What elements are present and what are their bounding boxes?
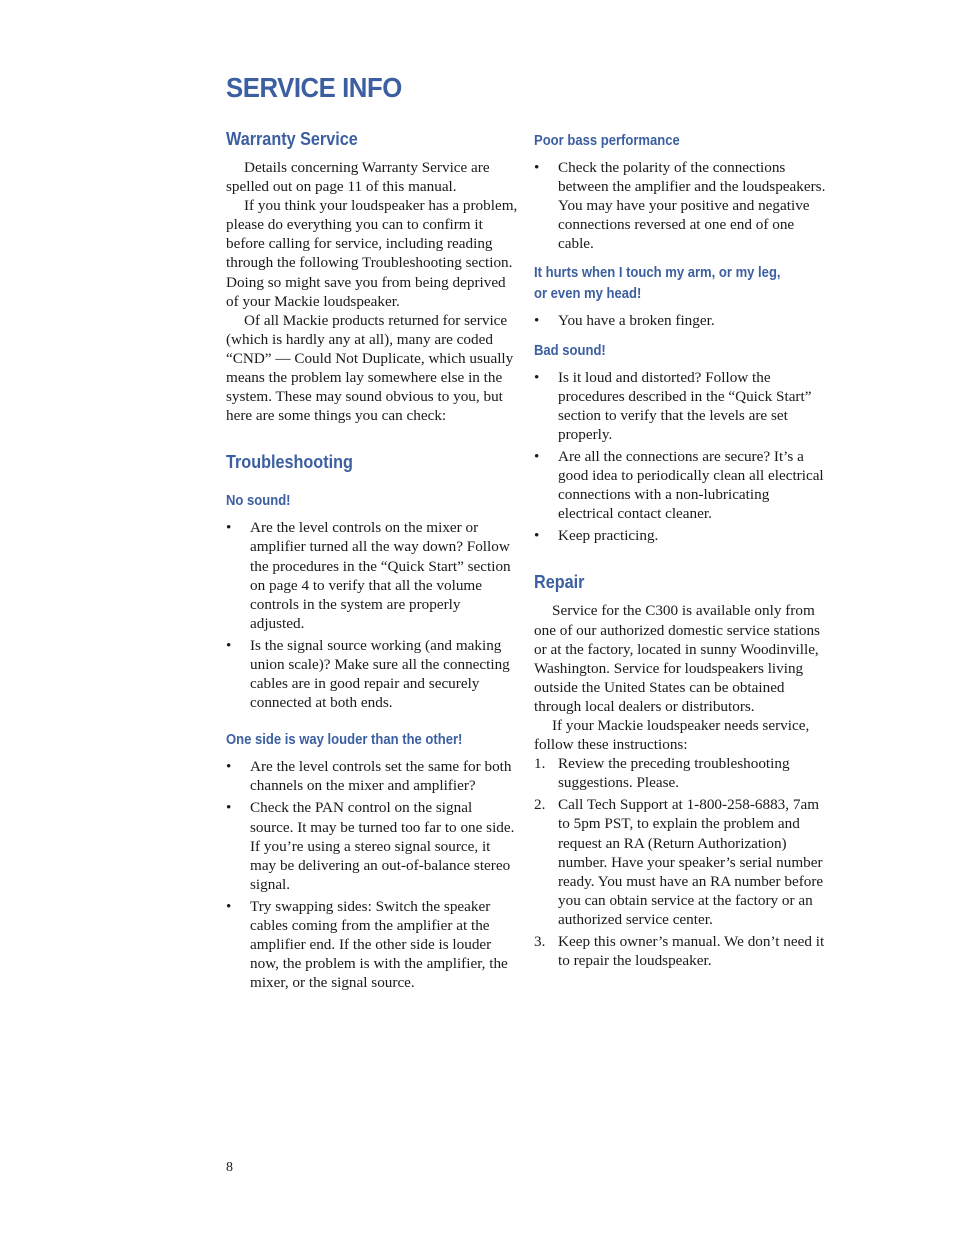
list-item xyxy=(534,526,826,545)
warranty-paragraph: Details concerning Warranty Service are spelled out on page 11 of this manual. xyxy=(226,159,490,196)
bad-sound-list xyxy=(534,368,826,546)
warranty-paragraph: If you think your loudspeaker has a problem, please do everything you can to confirm it before calling for service, including reading through the following Troubleshooting section. Doing so might save you from being deprived of your Mackie loudspeaker. xyxy=(226,197,518,310)
warranty-service-heading: Warranty Service xyxy=(226,129,358,149)
bullet-marker: • xyxy=(226,758,232,776)
poor-bass-list xyxy=(534,158,826,253)
it-hurts-heading-line2: or even my head! xyxy=(534,286,642,303)
bullet-marker: • xyxy=(534,527,540,545)
list-item xyxy=(226,897,518,992)
poor-bass-heading: Poor bass performance xyxy=(534,133,680,149)
list-item xyxy=(534,311,826,330)
bullet-marker: • xyxy=(534,312,540,330)
list-item-text: Is the signal source working (and making union scale)? Make sure all the connecting cables are in good repair and securely connected at both ends. xyxy=(250,636,510,712)
no-sound-list xyxy=(226,518,518,712)
step-text: Call Tech Support at 1-800-258-6883, 7am to 5pm PST, to explain the problem and request an RA (Return Authorization) number. Have your speaker’s serial number ready. You must have an RA number before you can obtain service at the factory or an authorized service center. xyxy=(558,796,824,928)
list-item-text: Is it loud and distorted? Follow the procedures described in the “Quick Start” section to verify that the levels are set properly. xyxy=(558,368,812,443)
list-item-text: You have a broken finger. xyxy=(558,312,715,330)
list-item-text: Are the level controls set the same for both channels on the mixer and amplifier? xyxy=(250,758,512,795)
troubleshooting-heading: Troubleshooting xyxy=(226,452,353,473)
page-title: SERVICE INFO xyxy=(226,72,402,103)
bad-sound-heading: Bad sound! xyxy=(534,342,606,359)
repair-step xyxy=(534,754,826,792)
bullet-marker: • xyxy=(534,447,540,465)
bullet-marker: • xyxy=(226,636,232,654)
list-item xyxy=(226,798,518,893)
repair-heading: Repair xyxy=(534,572,585,593)
list-item-text: Check the PAN control on the signal source. It may be turned too far to one side. If you’re using a stereo signal source, it may be delivering an out-of-balance stereo signal. xyxy=(250,799,515,893)
step-number: 1. xyxy=(534,755,546,773)
bullet-marker: • xyxy=(534,159,540,176)
bullet-marker: • xyxy=(226,799,232,817)
warranty-paragraph: Of all Mackie products returned for service (which is hardly any at all), many are coded “CND” — Could Not Duplicate, which usually means the problem lay somewhere else in the system. These may sound obvious to you, but here are some things you can check: xyxy=(226,311,514,425)
repair-step xyxy=(534,795,826,929)
list-item xyxy=(226,757,518,795)
step-text: Keep this owner’s manual. We don’t need it to repair the loudspeaker. xyxy=(558,933,825,970)
it-hurts-heading xyxy=(534,263,797,305)
list-item-text: Keep practicing. xyxy=(558,527,659,545)
it-hurts-list xyxy=(534,311,826,330)
list-item-text: Are all the connections are secure? It’s a good idea to periodically clean all electrical connections with a non-lubricating electrical contact cleaner. xyxy=(558,447,824,523)
page-number: 8 xyxy=(226,1160,233,1175)
list-item xyxy=(226,518,518,633)
bullet-marker: • xyxy=(226,519,232,537)
list-item xyxy=(534,447,826,523)
list-item xyxy=(534,158,826,253)
one-side-louder-heading: One side is way louder than the other! xyxy=(226,732,463,749)
right-column xyxy=(534,128,826,973)
one-side-list xyxy=(226,757,518,992)
it-hurts-heading-line1: It hurts when I touch my arm, or my leg, xyxy=(534,265,781,282)
repair-steps xyxy=(534,754,826,970)
step-number: 2. xyxy=(534,796,546,814)
step-text: Review the preceding troubleshooting suggestions. Please. xyxy=(558,755,790,792)
list-item-text: Check the polarity of the connections between the amplifier and the loudspeakers. You may have your positive and negative connections reversed at one end of one cable. xyxy=(558,159,826,253)
list-item xyxy=(226,636,518,712)
bullet-marker: • xyxy=(534,368,540,386)
left-column xyxy=(226,128,518,995)
list-item xyxy=(534,368,826,444)
list-item-text: Try swapping sides: Switch the speaker cables coming from the amplifier at the amplifier end. If the other side is louder now, the problem is with the amplifier, the mixer, or the signal source. xyxy=(250,897,508,992)
repair-paragraph: If your Mackie loudspeaker needs service, follow these instructions: xyxy=(534,716,810,754)
bullet-marker: • xyxy=(226,897,232,915)
repair-step xyxy=(534,932,826,970)
no-sound-heading: No sound! xyxy=(226,493,291,510)
step-number: 3. xyxy=(534,933,546,950)
list-item-text: Are the level controls on the mixer or amplifier turned all the way down? Follow the procedures in the “Quick Start” section on page 4 to verify that all the volume controls in the system are properly adjusted. xyxy=(250,519,511,632)
repair-paragraph: Service for the C300 is available only from one of our authorized domestic service stations or at the factory, located in sunny Woodinville, Washington. Service for loudspeakers living outside the United States can be obtained through local dealers or distributors. xyxy=(534,602,820,715)
